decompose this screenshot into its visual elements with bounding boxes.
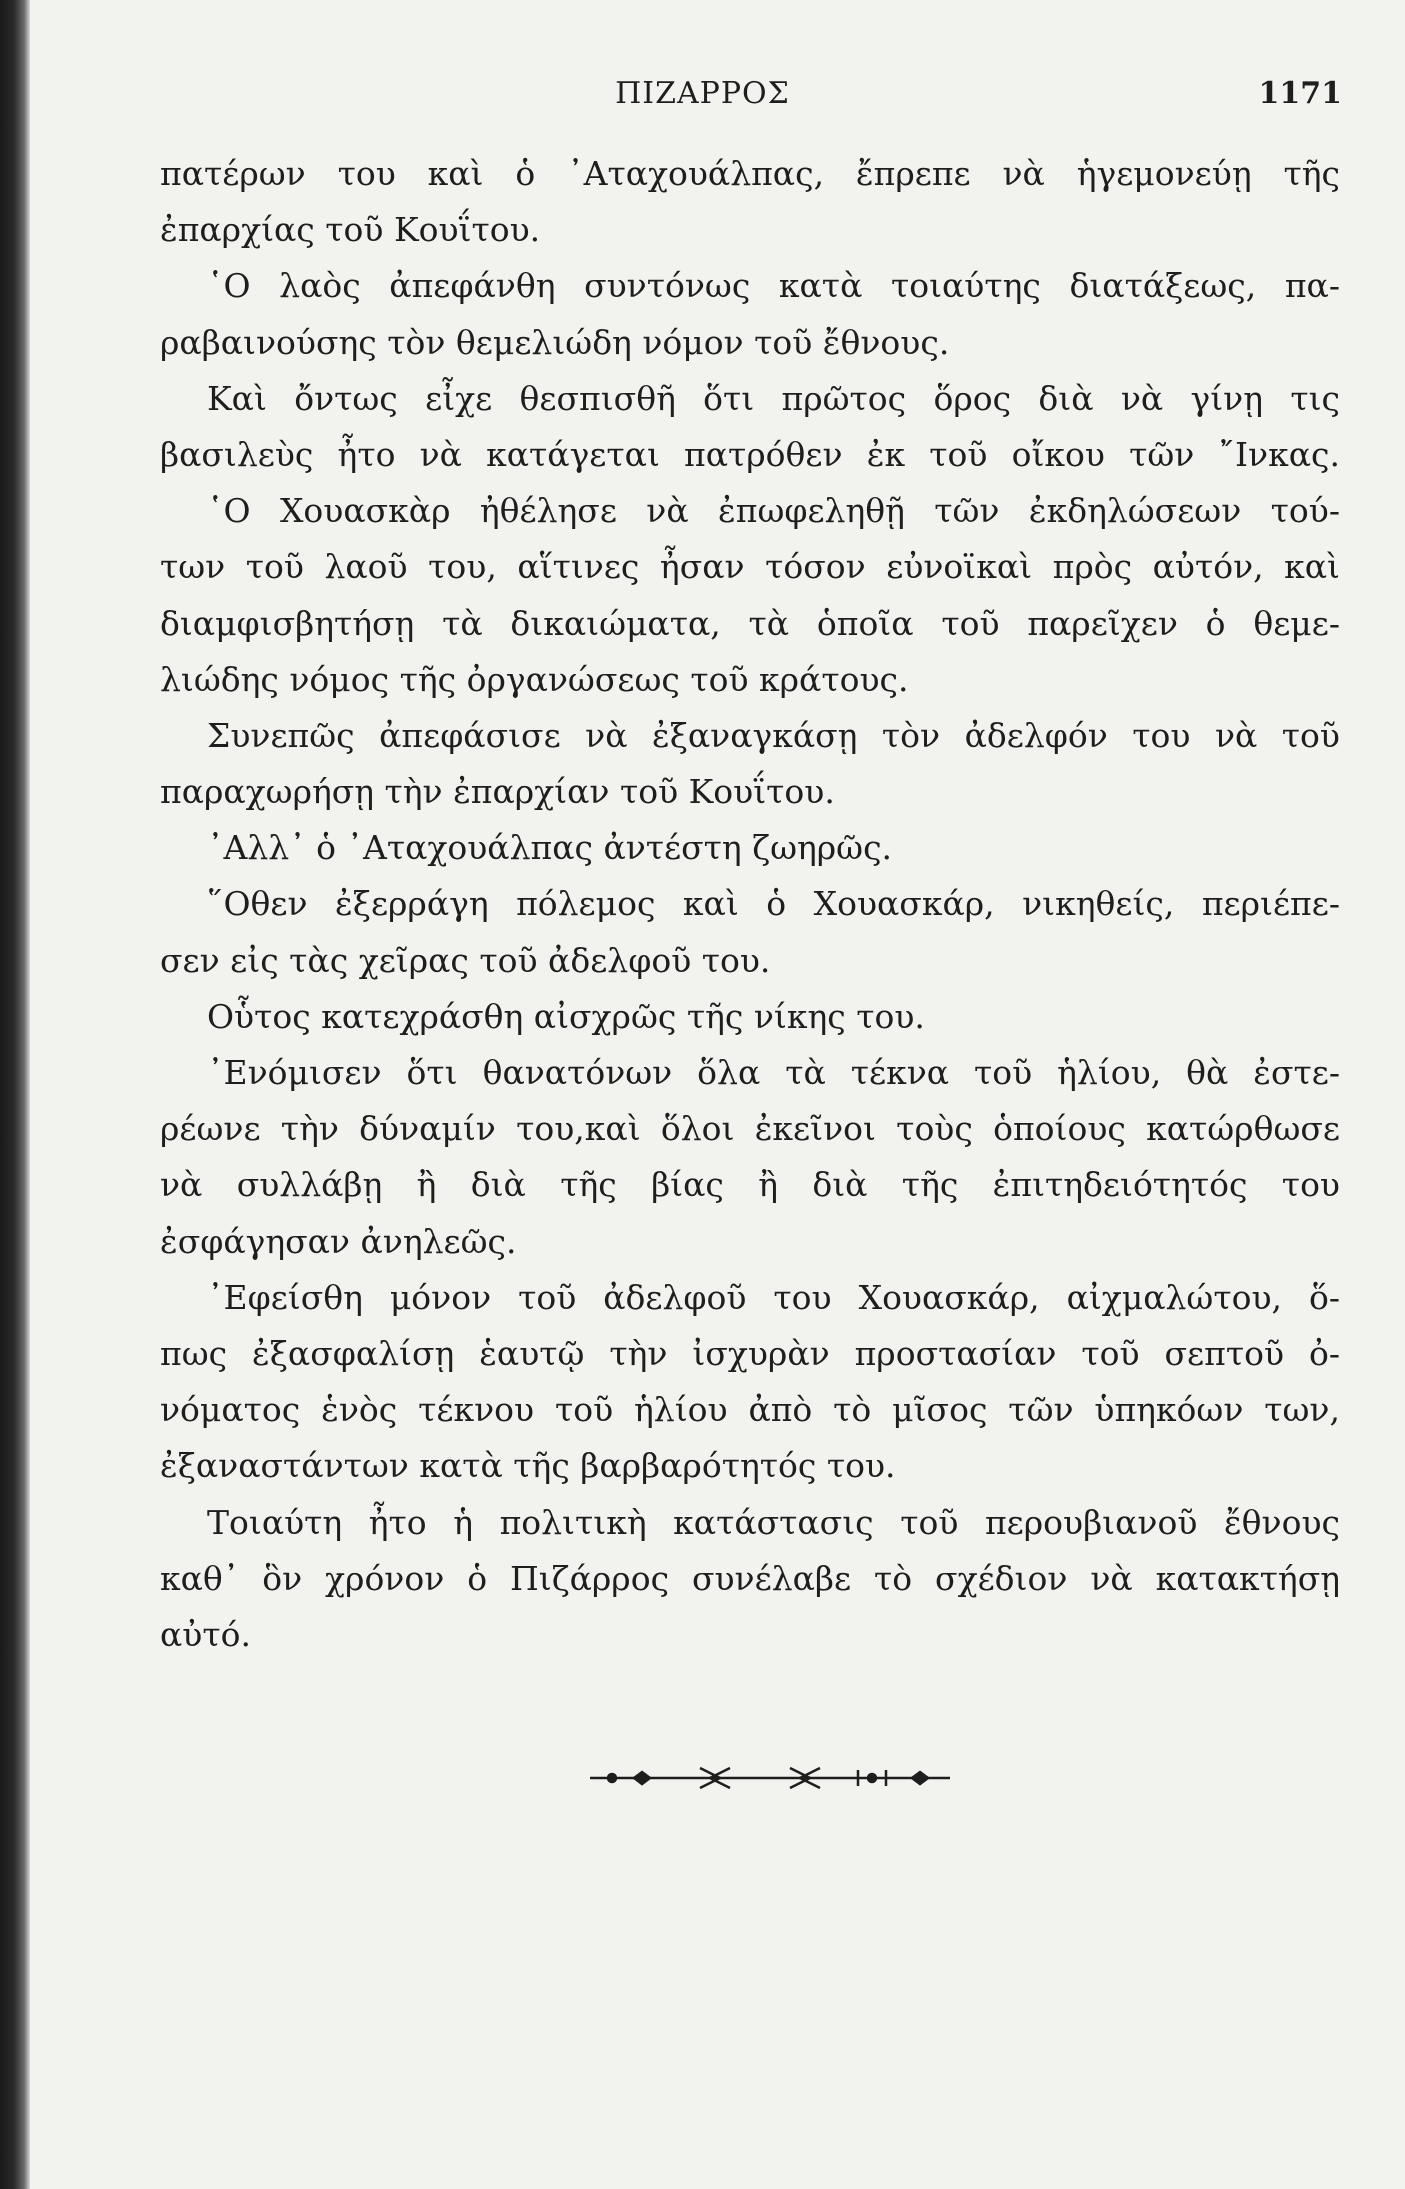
book-spine-shadow bbox=[0, 0, 30, 2189]
text-line: Συνεπῶς ἀπεφάσισε νὰ ἐξαναγκάσῃ τὸν ἀδελφόν του νὰ τοῦ bbox=[207, 715, 1340, 755]
text-line: σεν εἰς τὰς χεῖρας τοῦ ἀδελφοῦ του. bbox=[160, 940, 771, 980]
text-line: ῾Ο Χουασκὰρ ἠθέλησε νὰ ἐπωφεληθῇ τῶν ἐκδηλώσεων τού- bbox=[207, 491, 1340, 531]
text-line: ῞Οθεν ἐξερράγη πόλεμος καὶ ὁ Χουασκάρ, νικηθείς, περιέπε- bbox=[207, 884, 1340, 924]
text-line: Καὶ ὄντως εἶχε θεσπισθῆ ὅτι πρῶτος ὅρος διὰ νὰ γίνῃ τις bbox=[207, 378, 1340, 418]
text-line: ραβαινούσης τὸν θεμελιώδη νόμον τοῦ ἔθνους. bbox=[160, 322, 950, 362]
body-text bbox=[160, 146, 1340, 1663]
text-line: νὰ συλλάβῃ ἢ διὰ τῆς βίας ἢ διὰ τῆς ἐπιτηδειότητός του bbox=[160, 1165, 1340, 1205]
text-line: Οὗτος κατεχράσθη αἰσχρῶς τῆς νίκης του. bbox=[207, 996, 925, 1036]
text-line: ᾿Αλλ᾿ ὁ ᾿Αταχουάλπας ἀντέστη ζωηρῶς. bbox=[207, 828, 893, 868]
text-line: πατέρων του καὶ ὁ ᾿Αταχουάλπας, ἔπρεπε νὰ ἡγεμονεύῃ τῆς bbox=[160, 154, 1340, 193]
text-line: ἐξαναστάντων κατὰ τῆς βαρβαρότητός του. bbox=[160, 1446, 896, 1486]
running-header: ΠΙΖΑΡΡΟΣ bbox=[615, 76, 790, 111]
text-line: ρέωνε τὴν δύναμίν του,καὶ ὅλοι ἐκεῖνοι τοὺς ὁποίους κατώρθωσε bbox=[160, 1109, 1340, 1149]
text-line: νόματος ἑνὸς τέκνου τοῦ ἡλίου ἀπὸ τὸ μῖσος τῶν ὑπηκόων των, bbox=[160, 1390, 1340, 1430]
text-line: παραχωρήσῃ τὴν ἐπαρχίαν τοῦ Κουΐτου. bbox=[160, 772, 835, 812]
page-number: 1171 bbox=[1258, 76, 1342, 111]
ornament-divider bbox=[590, 1758, 950, 1798]
text-line: λιώδης νόμος τῆς ὀργανώσεως τοῦ κράτους. bbox=[160, 659, 909, 699]
text-line: αὐτό. bbox=[160, 1614, 251, 1654]
text-line: των τοῦ λαοῦ του, αἵτινες ἦσαν τόσον εὐνοϊκαὶ πρὸς αὐτόν, καὶ bbox=[160, 547, 1340, 587]
text-line: καθ᾿ ὃν χρόνον ὁ Πιζάρρος συνέλαβε τὸ σχέδιον νὰ κατακτήσῃ bbox=[160, 1558, 1340, 1598]
text-line: ἐσφάγησαν ἀνηλεῶς. bbox=[160, 1221, 517, 1261]
text-line: Τοιαύτη ἦτο ἡ πολιτικὴ κατάστασις τοῦ περουβιανοῦ ἔθνους bbox=[207, 1502, 1340, 1542]
text-line: ἐπαρχίας τοῦ Κουΐτου. bbox=[160, 210, 541, 250]
text-line: πως ἐξασφαλίσῃ ἑαυτῷ τὴν ἰσχυρὰν προστασίαν τοῦ σεπτοῦ ὀ- bbox=[160, 1333, 1340, 1373]
text-line: διαμφισβητήσῃ τὰ δικαιώματα, τὰ ὁποῖα τοῦ παρεῖχεν ὁ θεμε- bbox=[160, 603, 1340, 643]
text-line: βασιλεὺς ἦτο νὰ κατάγεται πατρόθεν ἐκ τοῦ οἴκου τῶν ῎Ινκας. bbox=[160, 434, 1340, 474]
text-line: ᾿Εφείσθη μόνον τοῦ ἀδελφοῦ του Χουασκάρ, αἰχμαλώτου, ὅ- bbox=[207, 1277, 1340, 1317]
text-line: ῾Ο λαὸς ἀπεφάνθη συντόνως κατὰ τοιαύτης διατάξεως, πα- bbox=[207, 266, 1340, 306]
text-line: ᾿Ενόμισεν ὅτι θανατόνων ὅλα τὰ τέκνα τοῦ ἡλίου, θὰ ἐστε- bbox=[207, 1053, 1340, 1092]
